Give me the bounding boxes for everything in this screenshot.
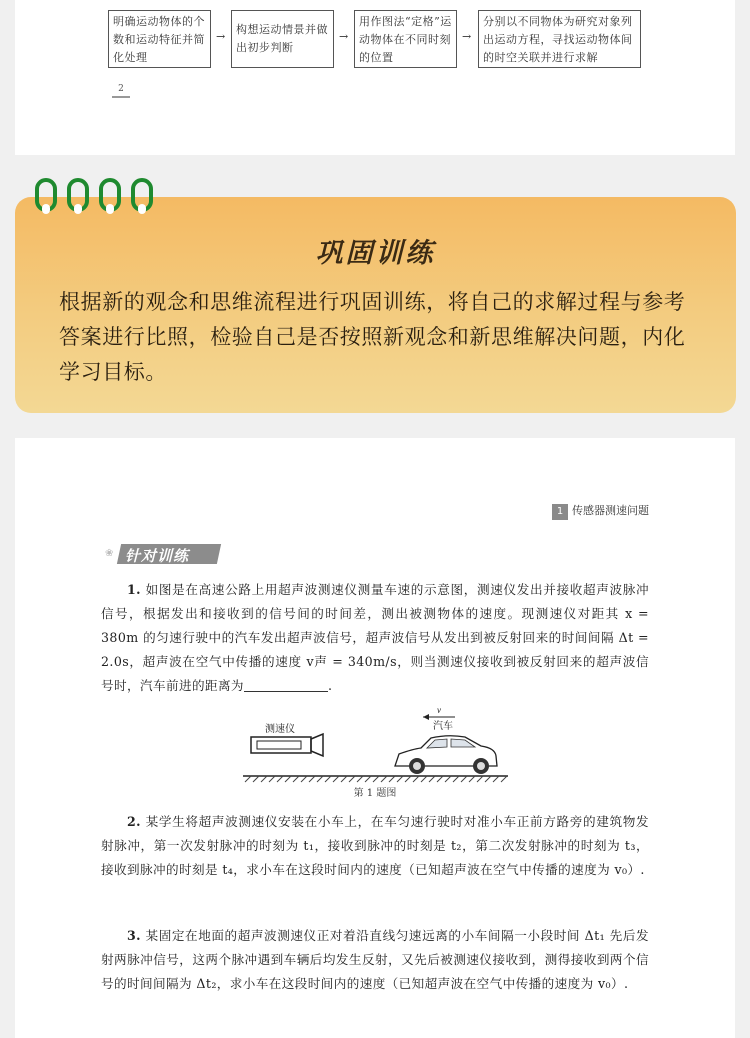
radar-device-body [251, 737, 311, 753]
section-title: 传感器测速问题 [572, 504, 649, 517]
radar-emitter-icon [311, 734, 323, 756]
page-number: 2 [112, 84, 130, 98]
question-3 [101, 924, 649, 996]
question-text: 如图是在高速公路上用超声波测速仪测量车速的示意图，测速仪发出并接收超声波脉冲信号，根据发出和接收到的信号间的时间差，测出被测物体的速度。现测速仪对距其 x = 380m 的匀速行驶中的汽车发出超声波信号，超声波信号从发出到被反射回来的时间间隔 Δt = 2.0s，超声波在空气中传播的速度 v声 = 340m/s，则当测速仪接收到被反射回来的超声波信号时，汽车前进的距离为 [101, 582, 650, 693]
section-tag [552, 502, 649, 520]
exercise-card [15, 438, 735, 1038]
question-text: 某固定在地面的超声波测速仪正对着沿直线匀速远离的小车间隔一小段时间 Δt₁ 先后发射两脉冲信号，这两个脉冲遇到车辆后均发生反射，又先后被测速仪接收到，测得接收到两个信号的时间间隔为 Δt₂，求小车在这段时间内的速度（已知超声波在空气中传播的速度为 v₀）. [101, 928, 649, 991]
velocity-label: v [437, 705, 441, 715]
flow-arrow: → [339, 30, 349, 43]
flow-card [15, 0, 735, 155]
flow-step-3: 用作图法“定格”运动物体在不同时刻的位置 [354, 10, 457, 68]
velocity-arrow-icon [423, 714, 429, 720]
flow-arrow: → [462, 30, 472, 43]
consolidation-banner [15, 197, 736, 413]
subsection-title: 针对训练 [125, 547, 190, 565]
question-1: 1. 如图是在高速公路上用超声波测速仪测量车速的示意图，测速仪发出并接收超声波脉冲信号，根据发出和接收到的信号间的时间差，测出被测物体的速度。现测速仪对距其 x = 380m 的匀速行驶中的汽车发出超声波信号，超声波信号从发出到被反射回来的时间间隔 Δt = 2.0s，超声波在空气中传播的速度 v声 = 340m/s，则当测速仪接收到被反射回来的超声波信号时，汽车前进的距离为 . [101, 582, 650, 693]
flow-step-2: 构想运动情景并做出初步判断 [231, 10, 334, 68]
device-label: 测速仪 [265, 724, 295, 735]
question-number: 2. [127, 814, 141, 829]
section-number: 1 [552, 504, 568, 520]
car-label: 汽车 [433, 721, 453, 732]
flow-step-1: 明确运动物体的个数和运动特征并简化处理 [108, 10, 211, 68]
car-icon [395, 736, 497, 774]
question-number: 3. [127, 928, 141, 943]
flow-step-4: 分别以不同物体为研究对象列出运动方程，寻找运动物体间的时空关联并进行求解 [478, 10, 641, 68]
question-number: 1. [127, 582, 141, 597]
question-2 [101, 810, 649, 882]
answer-blank [244, 677, 328, 692]
banner-title: 巩固训练 [315, 238, 436, 269]
flow-arrow: → [216, 30, 226, 43]
figure-caption: 第 1 题图 [353, 788, 397, 799]
decor-dots-icon: ❀ [105, 548, 114, 559]
question-text: 某学生将超声波测速仪安装在小车上，在车匀速行驶时对准小车正前方路旁的建筑物发射脉冲，第一次发射脉冲的时刻为 t₁，接收到脉冲的时刻是 t₂，第二次发射脉冲的时刻为 t₃，接收到脉冲的时刻是 t₄，求小车在这段时间内的速度（已知超声波在空气中传播的速度为 v₀）. [101, 814, 650, 877]
ground-hatching [245, 776, 507, 782]
banner-text: 根据新的观念和思维流程进行巩固训练，将自己的求解过程与参考答案进行比照，检验自己是否按照新观念和新思维解决问题，内化学习目标。 [59, 290, 686, 384]
